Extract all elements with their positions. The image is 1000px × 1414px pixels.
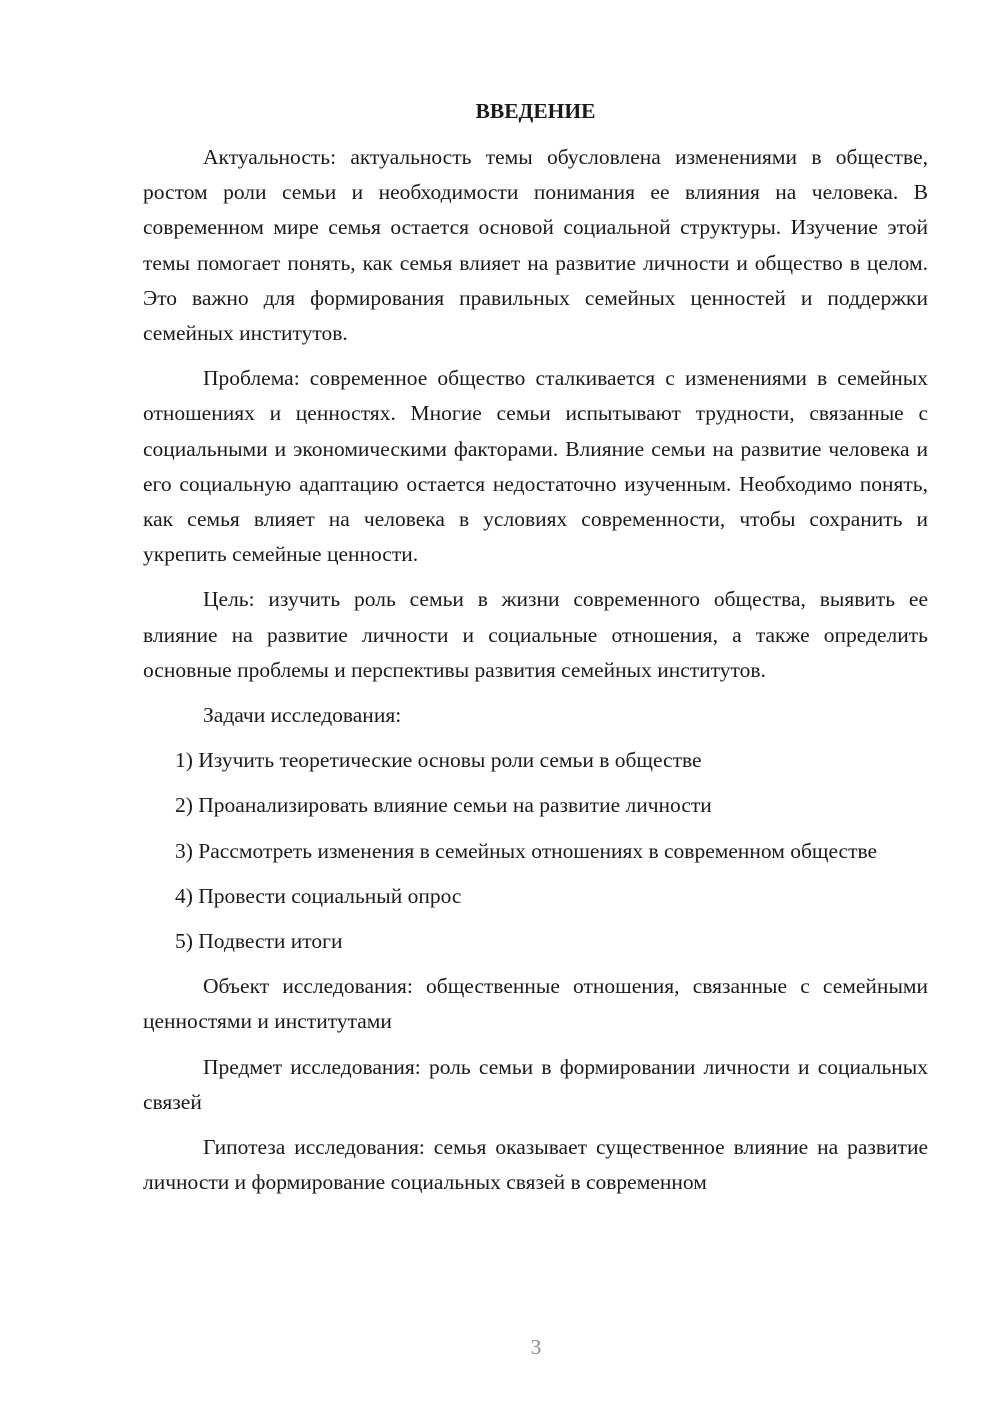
page-content <box>143 96 928 1210</box>
task-item-2: 2) Проанализировать влияние семьи на развитие личности <box>175 793 712 818</box>
paragraph-subject: Предмет исследования: роль семьи в формировании личности и социальных связей <box>143 1054 928 1114</box>
paragraph-problem: Проблема: современное общество сталкивается с изменениями в семейных отношениях и ценностях. Многие семьи испытывают трудности, связанные с социальными и экономическими факторами. Влияние семьи на развитие человека и его социальную адаптацию остается недостаточно изученным. Необходимо понять, как семья влияет на человека в условиях современности, чтобы сохранить и укрепить семейные ценности. <box>143 366 928 567</box>
tasks-heading: Задачи исследования: <box>203 703 402 728</box>
paragraph-relevance: Актуальность: актуальность темы обусловлена изменениями в обществе, ростом роли семьи и необходимости понимания ее влияния на человека. В современном мире семья остается основой социальной структуры. Изучение этой темы помогает понять, как семья влияет на развитие личности и общество в целом. Это важно для формирования правильных семейных ценностей и поддержки семейных институтов. <box>143 145 928 346</box>
task-item-4: 4) Провести социальный опрос <box>175 883 462 908</box>
paragraph-goal: Цель: изучить роль семьи в жизни современного общества, выявить ее влияние на развитие личности и социальные отношения, а также определить основные проблемы и перспективы развития семейных институтов. <box>143 587 928 682</box>
paragraph-object: Объект исследования: общественные отношения, связанные с семейными ценностями и институтами <box>143 974 928 1034</box>
paragraph-hypothesis: Гипотеза исследования: семья оказывает существенное влияние на развитие личности и формирование социальных связей в современном <box>143 1135 928 1195</box>
task-item-3: 3) Рассмотреть изменения в семейных отношениях в современном обществе <box>175 838 878 863</box>
page-number: 3 <box>530 1335 542 1359</box>
page-title: ВВЕДЕНИЕ <box>475 99 596 123</box>
task-item-5: 5) Подвести итоги <box>175 929 343 954</box>
task-item-1: 1) Изучить теоретические основы роли семьи в обществе <box>175 748 702 773</box>
